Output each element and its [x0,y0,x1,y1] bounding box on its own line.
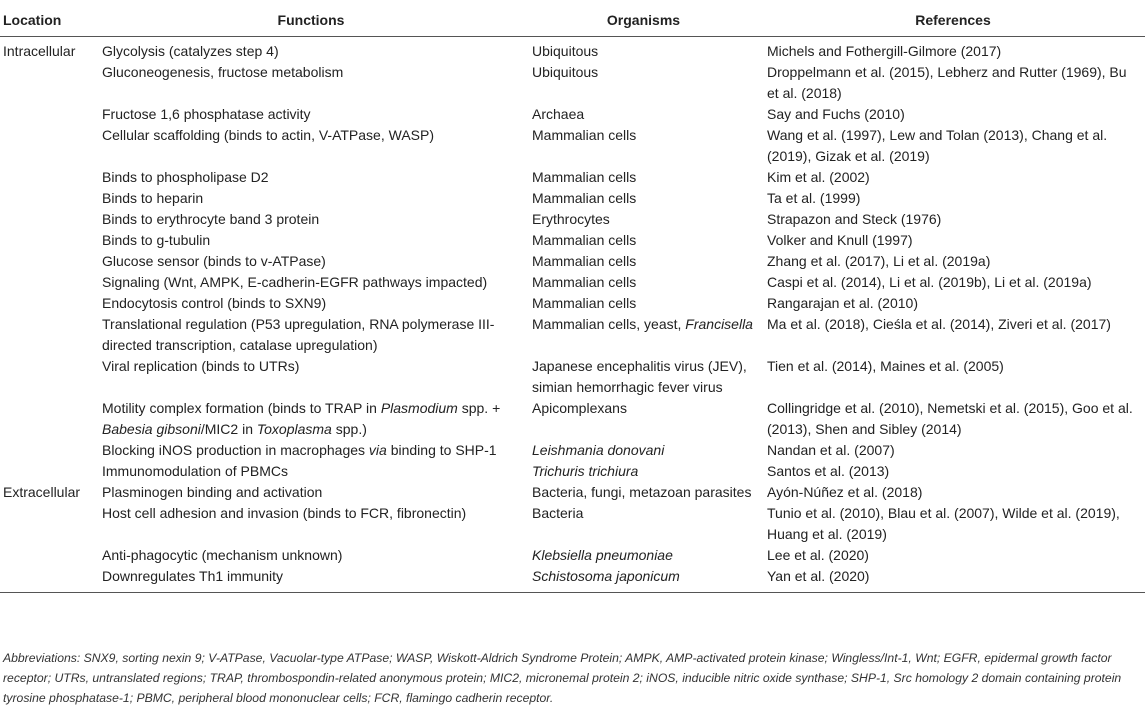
table-row [0,482,1145,503]
text-run: Cellular scaffolding (binds to actin, V-ATPase, WASP) [102,127,434,143]
text-run: Mammalian cells [532,274,637,290]
organisms-cell [526,545,761,566]
references-cell: Collingridge et al. (2010), Nemetski et al. (2015), Goo et al. (2013), Shen and Sibley (2014) [767,400,1133,437]
text-run: Endocytosis control (binds to SXN9) [102,295,327,311]
location-cell: Extracellular [3,484,81,500]
function-cell [96,293,526,314]
text-run: Blocking iNOS production in macrophages [102,442,369,458]
table-row [0,37,1145,63]
text-run: Ubiquitous [532,43,599,59]
text-run: Downregulates Th1 immunity [102,568,284,584]
text-run: Japanese encephalitis virus (JEV), simian hemorrhagic fever virus [532,358,747,395]
organisms-cell [526,356,761,398]
table-row [0,440,1145,461]
organisms-cell [526,461,761,482]
text-run: Glycolysis (catalyzes step 4) [102,43,279,59]
references-cell: Kim et al. (2002) [767,169,870,185]
text-run: Archaea [532,106,585,122]
location-cell [0,125,96,167]
location-cell [0,314,96,356]
function-cell [96,482,526,503]
text-run: Mammalian cells [532,253,637,269]
text-run: Mammalian cells [532,127,637,143]
text-run: Binds to erythrocyte band 3 protein [102,211,320,227]
references-cell: Tunio et al. (2010), Blau et al. (2007), Wilde et al. (2019), Huang et al. (2019) [767,505,1120,542]
function-cell [96,209,526,230]
function-cell [96,398,526,440]
function-cell [96,125,526,167]
header-references: References [761,6,1145,37]
italic-text: Toxoplasma [256,421,332,437]
organisms-cell [526,566,761,593]
table-row [0,125,1145,167]
function-cell [96,104,526,125]
text-run: Anti-phagocytic (mechanism unknown) [102,547,343,563]
organisms-cell [526,272,761,293]
header-location: Location [0,6,96,37]
function-cell [96,251,526,272]
references-cell: Ma et al. (2018), Cieśla et al. (2014), Ziveri et al. (2017) [767,316,1111,332]
table-row [0,62,1145,104]
function-cell [96,566,526,593]
organisms-cell [526,104,761,125]
organisms-cell [526,503,761,545]
function-cell [96,461,526,482]
text-run: binding to SHP-1 [386,442,497,458]
organisms-cell [526,398,761,440]
text-run: Motility complex formation (binds to TRAP in [102,400,381,416]
function-cell [96,188,526,209]
text-run: Mammalian cells [532,295,637,311]
function-cell [96,230,526,251]
italic-text: via [368,442,387,458]
location-cell [0,566,96,593]
organisms-cell [526,37,761,63]
text-run: Apicomplexans [532,400,627,416]
text-run: Binds to phospholipase D2 [102,169,269,185]
references-cell: Santos et al. (2013) [767,463,890,479]
table-row [0,314,1145,356]
table-row [0,545,1145,566]
text-run: Mammalian cells, yeast, [532,316,686,332]
function-cell [96,272,526,293]
text-run: spp.) [331,421,367,437]
table-body [0,37,1145,593]
location-cell [0,545,96,566]
functions-table [0,6,1145,593]
text-run: Bacteria [532,505,584,521]
text-run: Translational regulation (P53 upregulation, RNA polymerase III-directed transcription, catalase upregulation) [102,316,495,353]
location-cell [0,503,96,545]
text-run: Bacteria, fungi, metazoan parasites [532,484,752,500]
location-cell [0,230,96,251]
text-run: Signaling (Wnt, AMPK, E-cadherin-EGFR pathways impacted) [102,274,488,290]
text-run: Fructose 1,6 phosphatase activity [102,106,311,122]
function-cell [96,503,526,545]
location-cell [0,356,96,398]
header-row [0,6,1145,37]
references-cell: Volker and Knull (1997) [767,232,913,248]
organisms-cell [526,167,761,188]
organisms-cell [526,314,761,356]
references-cell: Ayón-Núñez et al. (2018) [767,484,923,500]
references-cell: Yan et al. (2020) [761,566,1145,593]
table-row [0,167,1145,188]
text-run: Binds to heparin [102,190,204,206]
text-run: Binds to g-tubulin [102,232,211,248]
location-cell [0,62,96,104]
references-cell: Droppelmann et al. (2015), Lebherz and Rutter (1969), Bu et al. (2018) [767,64,1127,101]
table-row [0,461,1145,482]
function-cell [96,314,526,356]
table-row [0,209,1145,230]
italic-text: Klebsiella pneumoniae [532,547,673,563]
table-row [0,104,1145,125]
header-functions: Functions [96,6,526,37]
text-run: Viral replication (binds to UTRs) [102,358,300,374]
italic-text: Trichuris trichiura [532,463,639,479]
organisms-cell [526,209,761,230]
table-row [0,272,1145,293]
text-run: Host cell adhesion and invasion (binds to FCR, fibronectin) [102,505,467,521]
table-row [0,398,1145,440]
italic-text: Leishmania donovani [532,442,665,458]
location-cell [0,461,96,482]
text-run: Immunomodulation of PBMCs [102,463,288,479]
text-run: Mammalian cells [532,190,637,206]
references-cell: Strapazon and Steck (1976) [767,211,942,227]
table-row [0,503,1145,545]
location-cell [0,440,96,461]
organisms-cell [526,230,761,251]
text-run: spp. + [457,400,501,416]
organisms-cell [526,125,761,167]
text-run: Gluconeogenesis, fructose metabolism [102,64,344,80]
italic-text: Plasmodium [380,400,458,416]
text-run: /MIC2 in [200,421,257,437]
italic-text: Babesia gibsoni [102,421,201,437]
table-row [0,566,1145,593]
function-cell [96,37,526,63]
location-cell [0,272,96,293]
header-organisms: Organisms [526,6,761,37]
organisms-cell [526,293,761,314]
table-row [0,356,1145,398]
table-row [0,230,1145,251]
references-cell: Lee et al. (2020) [767,547,869,563]
references-cell: Nandan et al. (2007) [767,442,895,458]
references-cell: Caspi et al. (2014), Li et al. (2019b), Li et al. (2019a) [767,274,1092,290]
organisms-cell [526,251,761,272]
location-cell [0,209,96,230]
table-row [0,188,1145,209]
location-cell [0,251,96,272]
location-cell [0,398,96,440]
organisms-cell [526,482,761,503]
table-footnote: Abbreviations: SNX9, sorting nexin 9; V-ATPase, Vacuolar-type ATPase; WASP, Wiskott-Aldrich Syndrome Protein; AMPK, AMP-activated protein kinase; Wingless/Int-1, Wnt; EGFR, epidermal growth factor receptor; UTRs, untranslated regions; TRAP, thrombospondin-related anonymous protein; MIC2, micronemal protein 2; iNOS, inducible nitric oxide synthase; SHP-1, Src homology 2 domain containing protein tyrosine phosphatase-1; PBMC, peripheral blood mononuclear cells; FCR, flamingo cadherin receptor. [3,651,1122,705]
references-cell: Michels and Fothergill-Gilmore (2017) [767,43,1002,59]
table-row [0,251,1145,272]
function-cell [96,356,526,398]
location-cell [0,104,96,125]
text-run: Plasminogen binding and activation [102,484,323,500]
text-run: Erythrocytes [532,211,610,227]
text-run: Mammalian cells [532,169,637,185]
text-run: Ubiquitous [532,64,599,80]
location-cell [0,293,96,314]
function-cell [96,167,526,188]
function-cell [96,62,526,104]
organisms-cell [526,440,761,461]
text-run: Mammalian cells [532,232,637,248]
references-cell: Tien et al. (2014), Maines et al. (2005) [767,358,1004,374]
references-cell: Zhang et al. (2017), Li et al. (2019a) [767,253,991,269]
italic-text: Schistosoma japonicum [532,568,680,584]
organisms-cell [526,188,761,209]
function-cell [96,440,526,461]
location-cell [0,188,96,209]
function-cell [96,545,526,566]
references-cell: Wang et al. (1997), Lew and Tolan (2013), Chang et al. (2019), Gizak et al. (2019) [767,127,1108,164]
organisms-cell [526,62,761,104]
location-cell: Intracellular [3,43,76,59]
text-run: Glucose sensor (binds to v-ATPase) [102,253,326,269]
references-cell: Ta et al. (1999) [767,190,861,206]
table-row [0,293,1145,314]
location-cell [0,167,96,188]
references-cell: Rangarajan et al. (2010) [767,295,918,311]
italic-text: Francisella [685,316,753,332]
references-cell: Say and Fuchs (2010) [767,106,905,122]
table-header [0,6,1145,37]
